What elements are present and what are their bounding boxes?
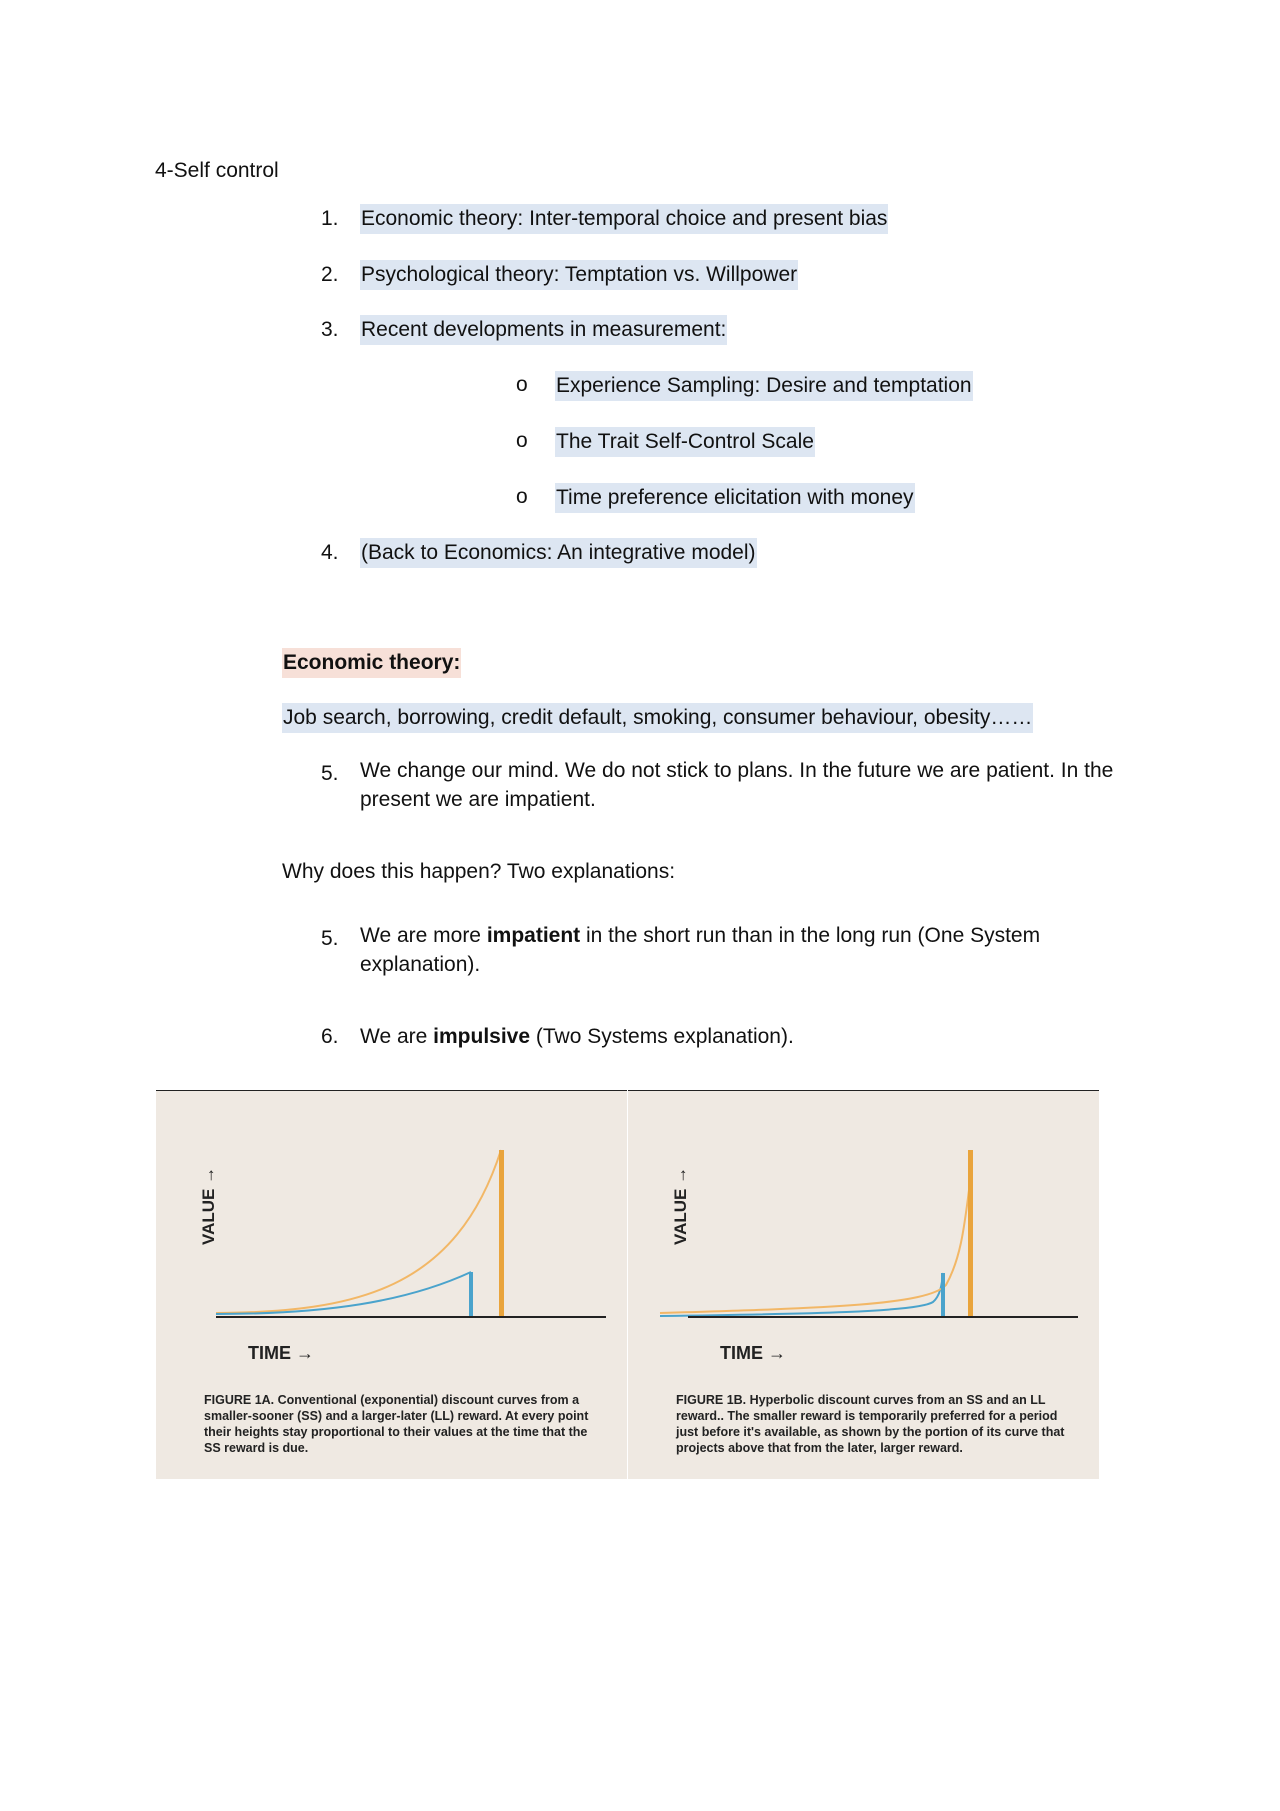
figure-1a-ss-bar [469, 1272, 473, 1317]
document-heading: 4-Self control [155, 159, 279, 182]
section-title: Economic theory: [282, 648, 461, 678]
outline-item-2: Psychological theory: Temptation vs. Willpower [360, 260, 798, 290]
outline-number-3: 3. [321, 318, 339, 341]
figure-1b-ll-bar [968, 1150, 973, 1317]
figure-1a [156, 1090, 627, 1479]
figure-1b-x-label: TIME → [720, 1343, 786, 1363]
figure-1b-ss-curve [660, 1273, 943, 1316]
figure-1a-x-label: TIME → [248, 1343, 314, 1363]
figure-1a-ll-bar [499, 1150, 504, 1317]
explanation-one-rest: in the short run than in the long run (One System explanation). [360, 924, 1041, 976]
outline-number-2: 2. [321, 263, 339, 286]
outline-number-1: 1. [321, 207, 339, 230]
explanation-two [360, 1026, 794, 1047]
point-number-5b: 5. [321, 927, 339, 950]
figure-1a-ll-curve [216, 1150, 501, 1313]
explanation-one-keyword: impatient [486, 924, 581, 947]
explanation-one-lead: We are more [360, 924, 487, 947]
explanation-two-rest: (Two Systems explanation). [530, 1025, 794, 1048]
outline-item-4: (Back to Economics: An integrative model) [360, 538, 757, 568]
figure-1a-ss-curve [216, 1272, 471, 1314]
sub-item-3: Time preference elicitation with money [555, 483, 915, 513]
why-line: Why does this happen? Two explanations: [282, 860, 676, 883]
figure-1b-ss-bar [941, 1273, 945, 1317]
sub-bullet-1: o [516, 373, 528, 396]
point-number-5a: 5. [321, 762, 339, 785]
outline-item-3: Recent developments in measurement: [360, 315, 727, 345]
sub-bullet-2: o [516, 429, 528, 452]
figure-1a-caption: FIGURE 1A. Conventional (exponential) discount curves from a smaller-sooner (SS) and a larger-later (LL) reward. At every point their heights stay proportional to their values at the time that the SS reward is due. [204, 1393, 589, 1455]
sub-item-1: Experience Sampling: Desire and temptation [555, 371, 973, 401]
examples-line: Job search, borrowing, credit default, smoking, consumer behaviour, obesity…… [282, 703, 1033, 733]
outline-number-4: 4. [321, 541, 339, 564]
explanation-two-keyword: impulsive [433, 1025, 531, 1048]
outline-item-1: Economic theory: Inter-temporal choice and present bias [360, 204, 888, 234]
explanation-one [360, 921, 1100, 979]
sub-bullet-3: o [516, 485, 528, 508]
point-change-text: We change our mind. We do not stick to plans. In the future we are patient. In the present we are impatient. [360, 759, 1114, 811]
figure-1b-caption: FIGURE 1B. Hyperbolic discount curves from an SS and an LL reward.. The smaller reward is temporarily preferred for a period just before it's available, as shown by the portion of its curve that projects above that from the later, larger reward. [676, 1393, 1065, 1455]
figure-1a-y-label: VALUE → [199, 1166, 218, 1245]
point-number-6: 6. [321, 1025, 339, 1048]
figure-1b-ll-curve [660, 1190, 969, 1313]
figure-1b [628, 1090, 1099, 1479]
explanation-two-lead: We are [360, 1025, 434, 1048]
sub-item-2: The Trait Self-Control Scale [555, 427, 815, 457]
figure-1b-y-label: VALUE → [671, 1166, 690, 1245]
